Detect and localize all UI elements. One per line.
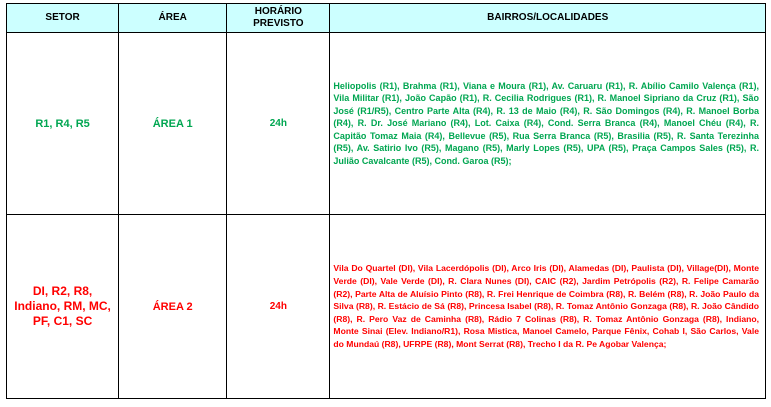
setor-cell: R1, R4, R5 [7,33,119,215]
bairros-text: Heliopolis (R1), Brahma (R1), Viana e Moura (R1), Av. Caruaru (R1), R. Abílio Camilo Valença (R1), Vila Militar (R1), João Capão (R1), R. Cecilia Rodrigues (R1), R. Manoel Sipriano da Cruz (R1), São José (R1/R5), Centro Parte Alta (R4), R. 13 de Maio (R4), R. São Domingos (R4), R. Manoel Borba (R4), R. Dr. José Mariano (R4), Lot. Caixa (R4), Cond. Serra Branca (R4), Manoel Chéu (R4), R. Capitão Tomaz Maia (R4), Bellevue (R5), Rua Serra Branca (R5), Brasilia (R5), R. Santa Terezinha (R5), Av. Satirio Ivo (R5), Magano (R5), Marly Lopes (R5), UPA (R5), Praça Campos Sales (R5), R. Julião Cavalcante (R5), Cond. Garoa (R5); [333,80,759,166]
header-horario [227,4,330,33]
area-cell: ÁREA 1 [119,33,227,215]
table-row [7,33,766,215]
area-cell: ÁREA 2 [119,215,227,399]
header-bairros: BAIRROS/LOCALIDADES [330,4,766,33]
setor-text: DI, R2, R8, Indiano, RM, MC, PF, C1, SC [14,284,111,328]
table-row [7,215,766,399]
header-row [7,4,766,33]
setor-cell [7,215,119,399]
bairros-cell [330,33,766,215]
header-horario-line1: HORÁRIO [254,6,302,17]
bairros-text: Vila Do Quartel (DI), Vila Lacerdópolis (DI), Arco Iris (DI), Alamedas (DI), Paulista (DI), Village(DI), Monte Verde (DI), Vale Verde (DI), R. Clara Nunes (DI), CAIC (R2), Jardim Petrópolis (R2), R. Felipe Camarão (R2), Parte Alta de Aluísio Pinto (R8), R. Frei Henrique de Coimbra (R8), R. Belém (R8), R. João Paulo da Silva (R8), R. Estácio de Sá (R8), Princesa Isabel (R8), R. Tomaz Antônio Gonzaga (R8), R. João Cândido (R8), R. Pero Vaz de Caminha (R8), Rádio 7 Colinas (R8), R. Tomaz Antônio Gonzaga (R8), Indiano, Monte Sinai (Elev. Indiano/R1), Rosa Mistica, Manoel Camelo, Parque Fênix, Cohab I, São Carlos, Vale do Mundaú (R8), UFRPE (R8), Mont Serrat (R8), Trecho I da R. Pe Agobar Valença; [333,263,759,349]
header-horario-line2: PREVISTO [253,18,304,29]
schedule-table-wrapper [6,3,766,401]
bairros-cell [330,215,766,399]
horario-cell: 24h [227,215,330,399]
schedule-table [6,3,766,399]
horario-cell: 24h [227,33,330,215]
header-area: ÁREA [119,4,227,33]
header-setor: SETOR [7,4,119,33]
